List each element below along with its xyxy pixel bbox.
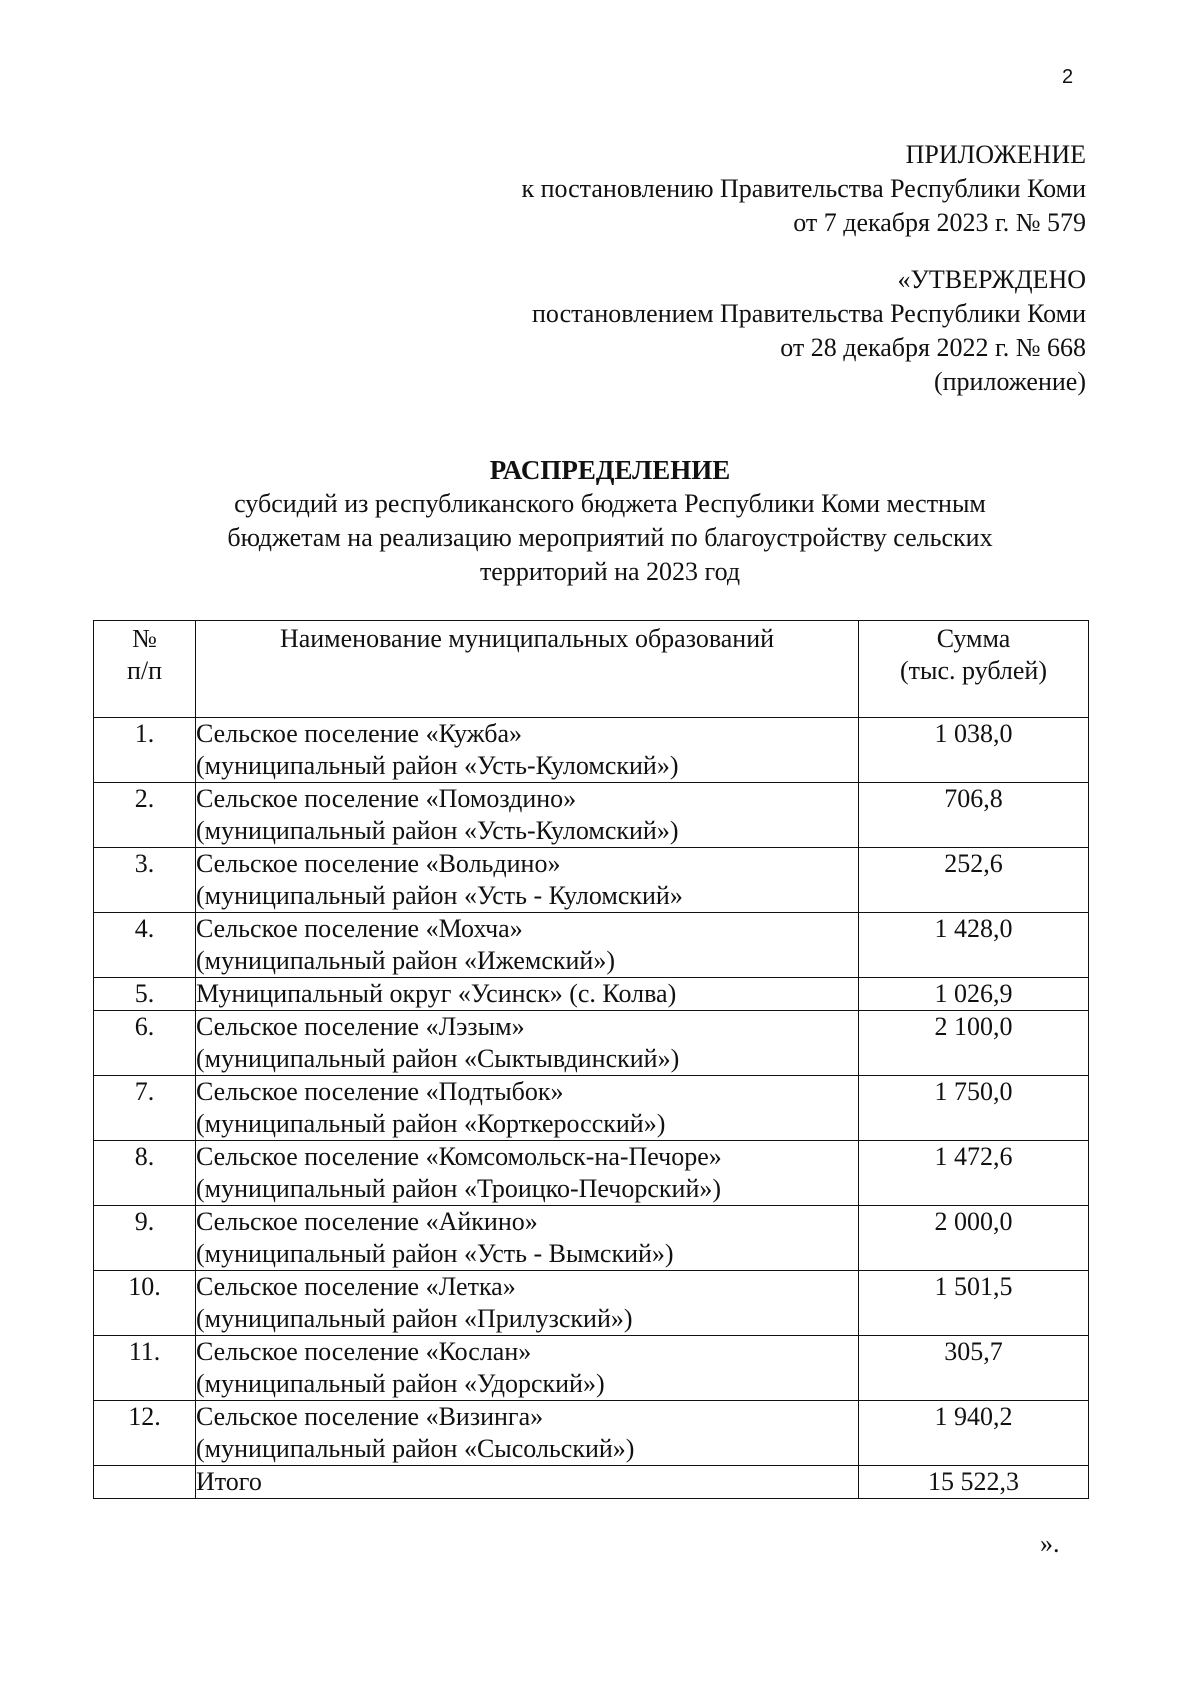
row-number: 2. (94, 783, 196, 848)
row-name-line-2: (муниципальный район «Корткеросский») (196, 1109, 666, 1138)
row-name (196, 1011, 859, 1076)
row-sum: 305,7 (859, 1336, 1089, 1401)
table-row (94, 1336, 1089, 1401)
annex-date-number: от 7 декабря 2023 г. № 579 (793, 208, 1086, 237)
row-name-line-1: Сельское поселение «Комсомольск-на-Печоре» (196, 1142, 722, 1171)
row-sum: 1 940,2 (859, 1401, 1089, 1466)
table-total-row (94, 1466, 1089, 1499)
total-label: Итого (196, 1466, 859, 1499)
annex-resolution: к постановлению Правительства Республики Коми (521, 174, 1086, 203)
row-name (196, 1141, 859, 1206)
header-number-line-1: № (132, 624, 157, 653)
annex-title: ПРИЛОЖЕНИЕ (905, 140, 1086, 169)
row-name-line-2: (муниципальный район «Ижемский») (196, 946, 615, 975)
row-name (196, 718, 859, 783)
row-number: 1. (94, 718, 196, 783)
row-number: 8. (94, 1141, 196, 1206)
row-name-line-2: (муниципальный район «Усть-Куломский») (196, 751, 679, 780)
row-name (196, 978, 859, 1011)
row-name-line-1: Сельское поселение «Мохча» (196, 914, 523, 943)
table-row (94, 1401, 1089, 1466)
table-row (94, 1206, 1089, 1271)
row-name-line-2: (муниципальный район «Усть - Куломский» (196, 881, 683, 910)
total-number-cell (94, 1466, 196, 1499)
row-name-line-2: (муниципальный район «Усть - Вымский») (196, 1239, 674, 1268)
row-name-line-1: Сельское поселение «Айкино» (196, 1207, 538, 1236)
table-row (94, 783, 1089, 848)
row-name-line-2: (муниципальный район «Сыктывдинский») (196, 1044, 680, 1073)
table-row (94, 1076, 1089, 1141)
row-name (196, 913, 859, 978)
document-subtitle-line-1: субсидий из республиканского бюджета Республики Коми местным (234, 489, 986, 518)
row-name-line-1: Сельское поселение «Вольдино» (196, 849, 561, 878)
closing-quote-mark: ». (1040, 1529, 1060, 1558)
approved-resolution: постановлением Правительства Республики Коми (532, 299, 1086, 328)
row-sum: 1 428,0 (859, 913, 1089, 978)
row-name-line-2: (муниципальный район «Прилузский») (196, 1304, 633, 1333)
row-name (196, 1336, 859, 1401)
row-name (196, 783, 859, 848)
document-subtitle-line-2: бюджетам на реализацию мероприятий по благоустройству сельских (227, 523, 993, 552)
row-name-line-1: Муниципальный округ «Усинск» (с. Колва) (196, 979, 677, 1008)
document-title-block (150, 453, 1070, 589)
row-number: 9. (94, 1206, 196, 1271)
row-name (196, 1401, 859, 1466)
row-number: 6. (94, 1011, 196, 1076)
row-number: 11. (94, 1336, 196, 1401)
row-sum: 2 100,0 (859, 1011, 1089, 1076)
row-number: 12. (94, 1401, 196, 1466)
row-name-line-1: Сельское поселение «Помоздино» (196, 784, 577, 813)
row-number: 10. (94, 1271, 196, 1336)
row-name-line-1: Сельское поселение «Подтыбок» (196, 1077, 564, 1106)
approved-annex-note: (приложение) (933, 367, 1086, 396)
page-number: 2 (1062, 66, 1074, 88)
row-name-line-1: Сельское поселение «Кужба» (196, 719, 523, 748)
header-sum-line-1: Сумма (936, 624, 1011, 653)
row-name (196, 848, 859, 913)
row-sum: 1 501,5 (859, 1271, 1089, 1336)
row-sum: 1 750,0 (859, 1076, 1089, 1141)
document-heading: РАСПРЕДЕЛЕНИЕ (489, 455, 731, 485)
row-name-line-1: Сельское поселение «Визинга» (196, 1402, 544, 1431)
row-number: 4. (94, 913, 196, 978)
table-row (94, 913, 1089, 978)
header-number-line-2: п/п (126, 656, 163, 685)
row-sum: 1 026,9 (859, 978, 1089, 1011)
document-subtitle-line-3: территорий на 2023 год (479, 557, 741, 586)
table-row (94, 848, 1089, 913)
table-row (94, 1011, 1089, 1076)
row-sum: 706,8 (859, 783, 1089, 848)
header-sum (859, 621, 1089, 718)
row-name-line-2: (муниципальный район «Удорский») (196, 1369, 605, 1398)
approved-title: «УТВЕРЖДЕНО (897, 265, 1086, 294)
table-row (94, 718, 1089, 783)
row-name-line-2: (муниципальный район «Усть-Куломский») (196, 816, 679, 845)
table-header-row (94, 621, 1089, 718)
row-sum: 1 038,0 (859, 718, 1089, 783)
total-sum: 15 522,3 (859, 1466, 1089, 1499)
row-number: 7. (94, 1076, 196, 1141)
approved-date-number: от 28 декабря 2022 г. № 668 (780, 333, 1086, 362)
row-name-line-1: Сельское поселение «Лэзым» (196, 1012, 525, 1041)
row-sum: 2 000,0 (859, 1206, 1089, 1271)
header-sum-line-2: (тыс. рублей) (899, 656, 1047, 685)
table-row (94, 1271, 1089, 1336)
table-row (94, 978, 1089, 1011)
row-sum: 252,6 (859, 848, 1089, 913)
row-sum: 1 472,6 (859, 1141, 1089, 1206)
row-number: 5. (94, 978, 196, 1011)
row-name-line-1: Сельское поселение «Летка» (196, 1272, 516, 1301)
annex-block (521, 138, 1086, 240)
row-name (196, 1076, 859, 1141)
row-name (196, 1271, 859, 1336)
header-number (94, 621, 196, 718)
table-row (94, 1141, 1089, 1206)
distribution-table (93, 620, 1089, 1499)
row-name-line-2: (муниципальный район «Сысольский») (196, 1434, 635, 1463)
row-name (196, 1206, 859, 1271)
header-name: Наименование муниципальных образований (196, 621, 859, 718)
row-name-line-1: Сельское поселение «Кослан» (196, 1337, 532, 1366)
row-name-line-2: (муниципальный район «Троицко-Печорский») (196, 1174, 722, 1203)
row-number: 3. (94, 848, 196, 913)
approved-block (532, 263, 1086, 399)
